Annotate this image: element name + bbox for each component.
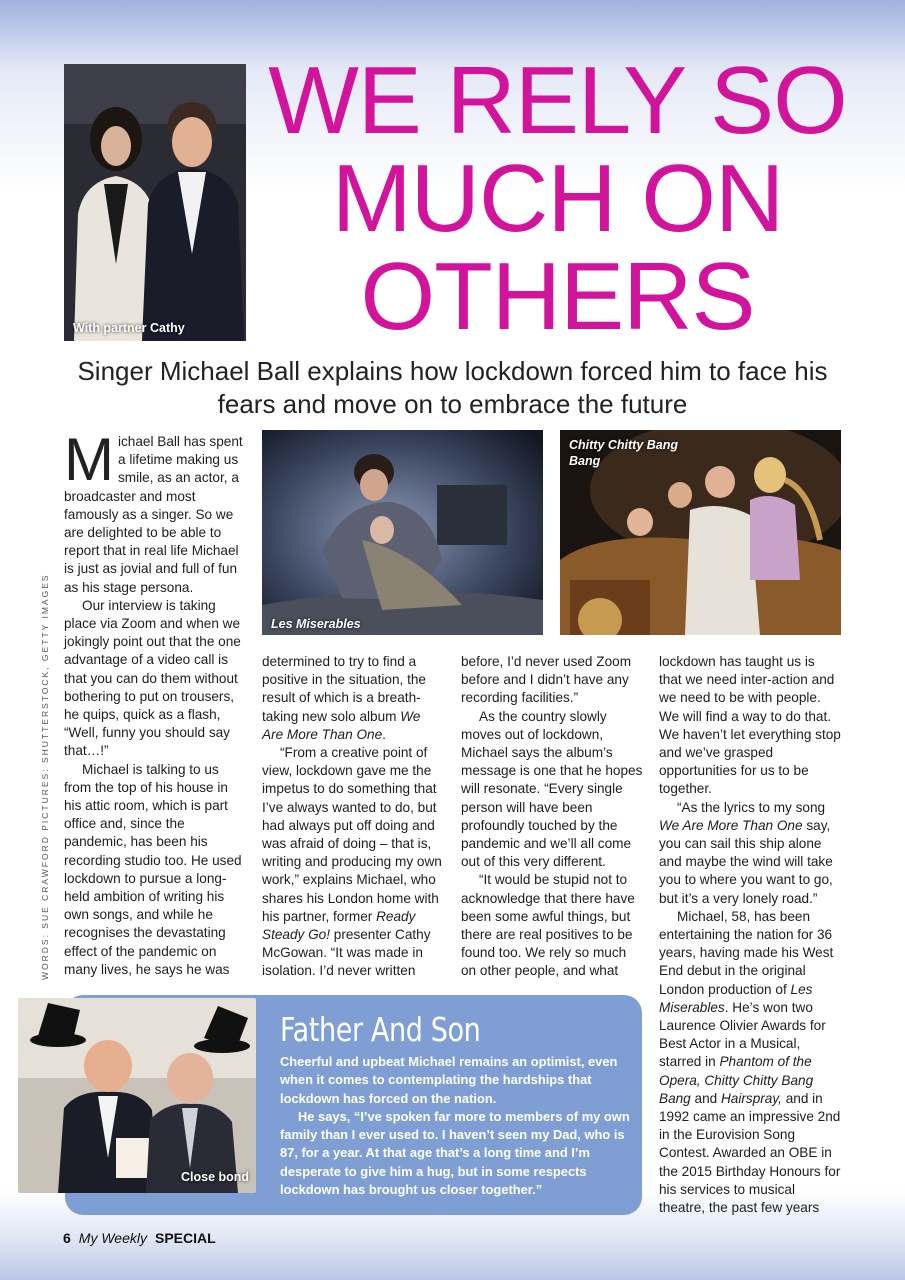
headline (265, 47, 850, 350)
show-title: Ready Steady Go! (262, 908, 416, 943)
article-text: presenter Cathy McGowan. “It was made in isolation. I’d never written (262, 927, 431, 979)
article-column-1 (64, 426, 246, 979)
song-title: We Are More Than One (659, 817, 803, 833)
article-text: “As the lyrics to my song (677, 799, 826, 815)
headline-line: MUCH ON (331, 145, 784, 252)
article-paragraph: Michael is talking to us from the top of his house in his attic room, which is part office and, since the pandemic, has been his recording studio too. He used lockdown to pursue a long-held ambition of writing his own songs, and while he recognises the devastating effect of the pandemic on many lives, he says he was (64, 761, 242, 977)
article-text: and (690, 1090, 721, 1106)
article-column-4 (659, 653, 841, 1217)
drop-cap: M (64, 426, 114, 493)
article-column-2 (262, 653, 444, 981)
album-title: We Are More Than One (262, 708, 421, 742)
article-text: determined to try to find a positive in the situation, the result of which is a breath-taking new solo album (262, 654, 426, 724)
photo-michael-and-cathy (64, 64, 246, 341)
photo-credit: WORDS: SUE CRAWFORD PICTURES: SHUTTERSTOCK, GETTY IMAGES (40, 573, 50, 980)
boxout-title: Father And Son (280, 1010, 481, 1049)
show-title: Les Miserables (659, 981, 813, 1015)
photo-michael-and-father (18, 998, 256, 1193)
article-paragraph: ichael Ball has spent a lifetime making us smile, as an actor, a broadcaster and most famously as a singer. So we are delighted to be able to report that in real life Michael is just as jovial and full of fun as his stage persona. (64, 434, 243, 595)
article-text: Michael, 58, has been entertaining the nation for 36 years, having made his West End debut in the original London production of (659, 908, 834, 997)
standfirst: Singer Michael Ball explains how lockdown forced him to face his fears and move on to embrace the future (77, 356, 828, 419)
boxout-paragraph: Cheerful and upbeat Michael remains an optimist, even when it comes to contemplating the hardships that lockdown has forced on the nation. (280, 1054, 618, 1106)
article-text: and in 1992 came an impressive 2nd in the Eurovision Song Contest. Awarded an OBE in the 2015 Birthday Honours for his services to musical theatre, the past few years (659, 1090, 841, 1216)
article-paragraph: lockdown has taught us is that we need inter-action and we need to be with people. We will find a way to do that. We haven’t let everything stop and we’ve grasped opportunities for us to be together. (659, 654, 841, 797)
boxout-paragraph: He says, “I’ve spoken far more to members of my own family than I ever used to. I haven’t seen my Dad, who is 87, for a year. At that age that’s a long time and I’m desperate to give him a hug, but in some respects lockdown has brought us closer together.” (280, 1108, 630, 1198)
article-paragraph: before, I’d never used Zoom before and I didn’t have any recording facilities.” (461, 654, 632, 706)
photo-caption: Close bond (181, 1170, 250, 1184)
photo-illustration (64, 64, 246, 341)
photo-illustration (262, 430, 543, 635)
photo-chitty-chitty-bang-bang (560, 430, 841, 635)
photo-caption: Chitty Chitty Bang Bang (569, 438, 679, 468)
page-number: 6 (63, 1230, 71, 1246)
article-text: . He’s won two Laurence Olivier Awards for Best Actor in a Musical, starred in (659, 999, 826, 1070)
show-title: Phantom of the Opera, Chitty Chitty Bang Bang (659, 1054, 814, 1106)
article-column-3 (461, 653, 643, 981)
photo-caption: Les Miserables (271, 617, 361, 631)
page-folio (63, 1230, 216, 1246)
boxout-text (280, 1053, 630, 1199)
show-title: Hairspray, (720, 1090, 782, 1106)
photo-les-miserables (262, 430, 543, 635)
edition-label: SPECIAL (155, 1230, 216, 1246)
article-text: . (382, 726, 386, 742)
article-paragraph: As the country slowly moves out of lockdown, Michael says the album’s message is one that he hopes will resonate. “Every single person will have been profoundly touched by the pandemic and we’ll all come out of this very different. (461, 708, 643, 870)
article-paragraph: “It would be stupid not to acknowledge that there have been some awful things, but there are real positives to be found too. We rely so much on other people, and what (461, 872, 635, 979)
photo-caption: With partner Cathy (73, 321, 185, 335)
article-text: say, you can sail this ship alone and maybe the wind will take you to where you want to go, but it’s a very lonely road.” (659, 817, 833, 906)
headline-line: WE RELY SO (268, 47, 847, 154)
article-paragraph: Our interview is taking place via Zoom and when we jokingly point out that the one advantage of a video call is that you can do them without bothering to put on trousers, he quips, quick as a flash, “Well, funny you should say that…!” (64, 597, 241, 759)
article-text: “From a creative point of view, lockdown gave me the impetus to do something that I’ve always wanted to do, but had always put off doing and was afraid of doing – that is, writing and producing my own work,” explains Michael, who shares his London home with his partner, former (262, 745, 442, 924)
magazine-name: My Weekly (78, 1230, 147, 1246)
headline-line: OTHERS (360, 243, 755, 350)
photo-illustration (18, 998, 256, 1193)
